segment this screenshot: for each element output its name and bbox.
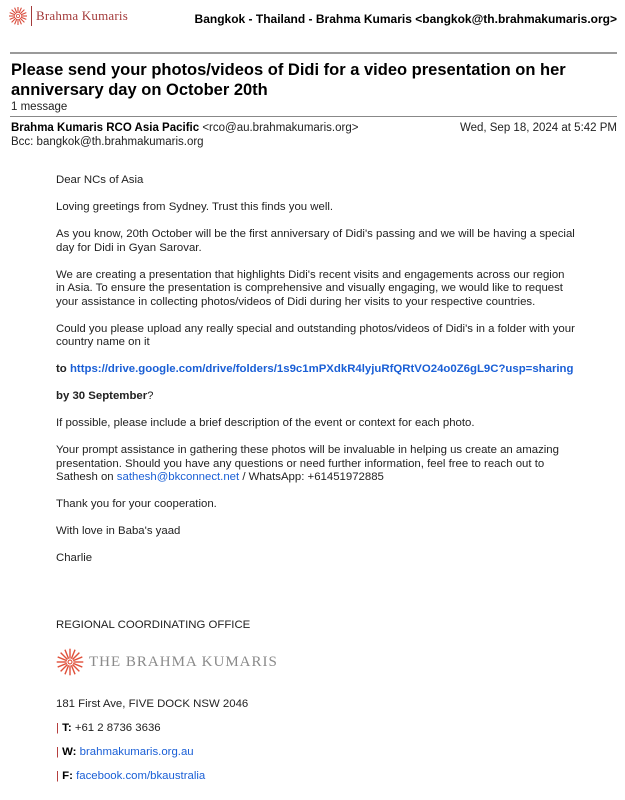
paragraph-text: Your prompt assistance in gathering these photos will be invaluable in helping us create an amazing presentation. Should you have any questions or need further information, feel free to reach out to Sathesh on xyxy=(56,444,559,483)
closing: With love in Baba's yaad xyxy=(56,525,181,537)
divider xyxy=(10,52,617,54)
email-subject: Please send your photos/videos of Didi for a video presentation on her anniversary day on October 20th xyxy=(11,61,566,99)
deadline: by 30 September xyxy=(56,390,148,402)
sender xyxy=(11,122,358,134)
logo-divider xyxy=(31,6,32,26)
signature-logo xyxy=(56,648,278,676)
whatsapp-text: / WhatsApp: +61451972885 xyxy=(239,471,384,483)
phone-line xyxy=(56,722,161,734)
brahma-kumaris-logo xyxy=(8,6,128,26)
divider xyxy=(10,116,617,117)
paragraph: We are creating a presentation that highlights Didi's recent visits and engagements across our region in Asia. To ensure the presentation is comprehensive and visually engaging, we would like to request your assistance in collecting photos/videos of Didi during her visits to your respective countries. xyxy=(56,268,565,308)
signer-name: Charlie xyxy=(56,552,93,564)
greeting: Dear NCs of Asia xyxy=(56,174,144,186)
office-title: REGIONAL COORDINATING OFFICE xyxy=(56,619,251,631)
separator: | xyxy=(56,722,59,734)
web-line xyxy=(56,746,194,758)
facebook-line xyxy=(56,770,205,782)
logo-text: Brahma Kumaris xyxy=(36,8,128,23)
sunburst-logo-icon xyxy=(56,648,84,676)
website-link[interactable]: brahmakumaris.org.au xyxy=(79,746,194,758)
address: 181 First Ave, FIVE DOCK NSW 2046 xyxy=(56,698,249,710)
sunburst-logo-icon xyxy=(8,6,28,26)
sender-email: <rco@au.brahmakumaris.org> xyxy=(202,122,359,134)
email-date: Wed, Sep 18, 2024 at 5:42 PM xyxy=(459,122,617,134)
web-label: W: xyxy=(62,746,77,758)
paragraph: Loving greetings from Sydney. Trust this finds you well. xyxy=(56,201,334,213)
bcc-line: Bcc: bangkok@th.brahmakumaris.org xyxy=(11,136,204,148)
paragraph: Could you please upload any really special and outstanding photos/videos of Didi's in a folder with your country name on it xyxy=(56,322,575,348)
message-count: 1 message xyxy=(11,101,68,113)
email-body xyxy=(56,174,576,579)
drive-link-line xyxy=(56,363,576,377)
top-bar xyxy=(0,0,625,40)
deadline-line xyxy=(56,390,576,404)
separator: | xyxy=(56,770,59,782)
facebook-link[interactable]: facebook.com/bkaustralia xyxy=(76,770,206,782)
signature-office xyxy=(56,619,250,631)
facebook-label: F: xyxy=(62,770,73,782)
thanks: Thank you for your cooperation. xyxy=(56,498,217,510)
sathesh-email-link[interactable]: sathesh@bkconnect.net xyxy=(116,471,240,483)
account-label: Bangkok - Thailand - Brahma Kumaris <bangkok@th.brahmakumaris.org> xyxy=(194,12,617,26)
deadline-suffix: ? xyxy=(147,390,154,402)
phone-label: T: xyxy=(62,722,72,734)
to-label: to xyxy=(56,363,67,375)
phone-number: +61 2 8736 3636 xyxy=(74,722,161,734)
drive-folder-link[interactable]: https://drive.google.com/drive/folders/1s9c1mPXdkR4lyjuRfQRtVO24o0Z6gL9C?usp=sharing xyxy=(69,363,574,375)
paragraph xyxy=(56,444,576,485)
sender-name: Brahma Kumaris RCO Asia Pacific xyxy=(11,122,200,134)
separator: | xyxy=(56,746,59,758)
paragraph: As you know, 20th October will be the first anniversary of Didi's passing and we will be having a special day for Didi in Gyan Sarovar. xyxy=(56,228,575,254)
paragraph: If possible, please include a brief description of the event or context for each photo. xyxy=(56,417,475,429)
signature-logo-text: THE BRAHMA KUMARIS xyxy=(89,653,278,670)
